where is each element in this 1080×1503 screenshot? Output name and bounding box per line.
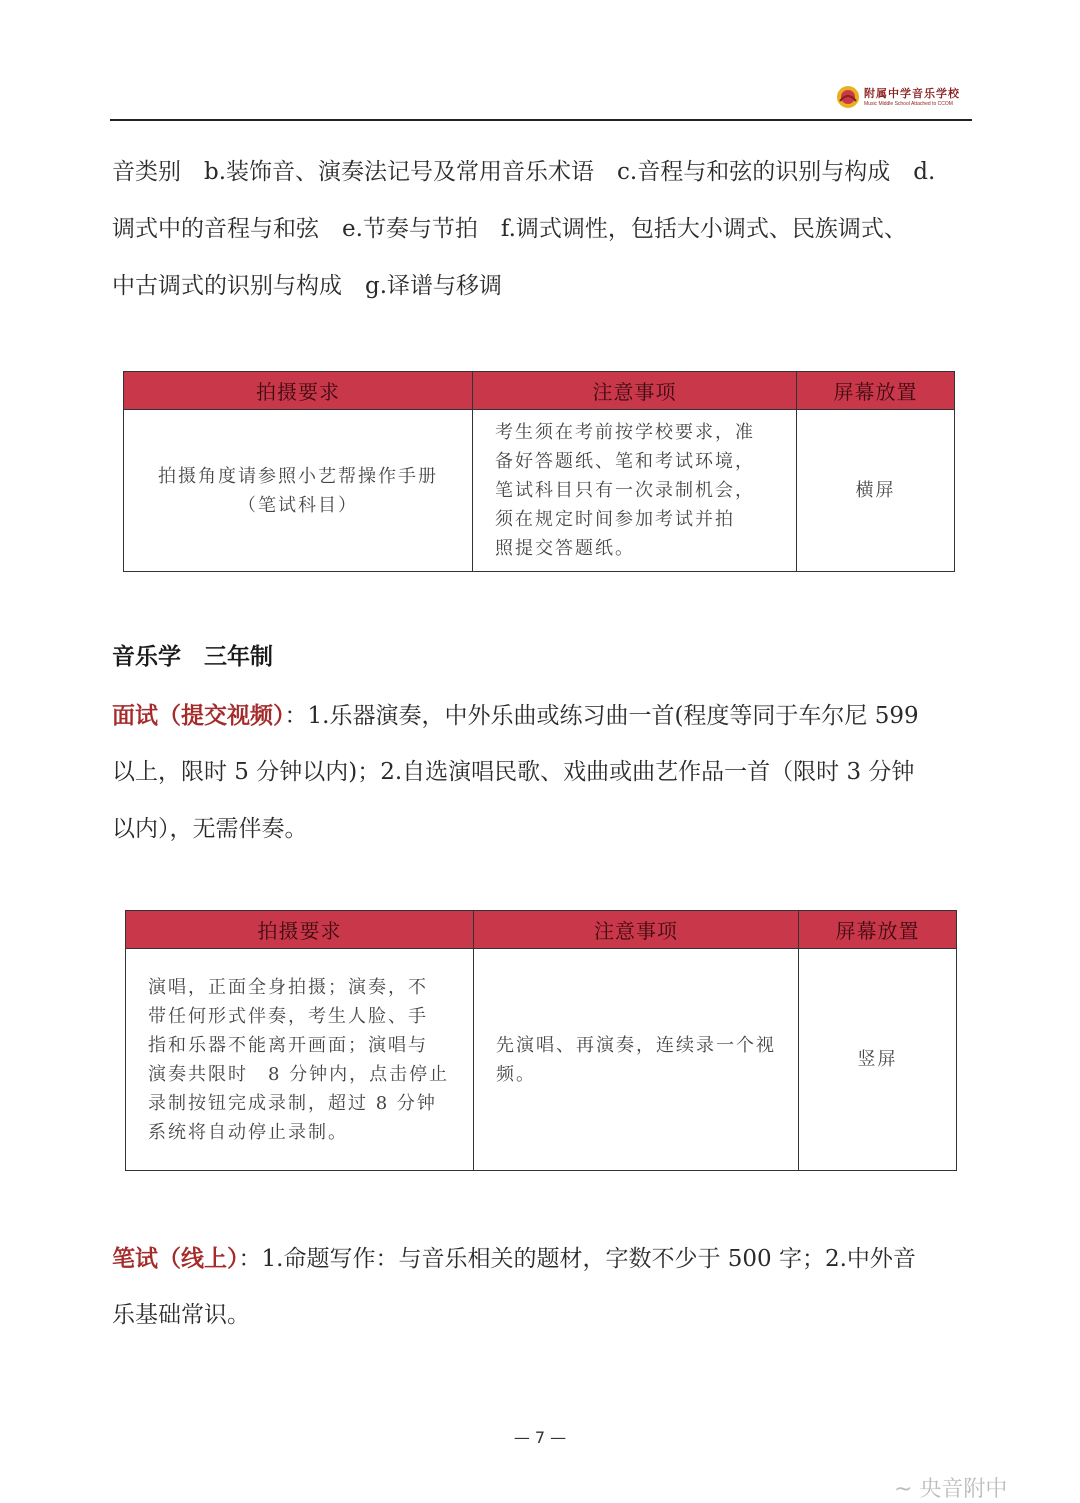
paragraph-line: 调式中的音程与和弦 e.节奏与节拍 f.调式调性，包括大小调式、民族调式、 — [112, 216, 907, 242]
cell-line: 笔试科目只有一次录制机会， — [495, 480, 755, 501]
paragraph-line: 以内），无需伴奏。 — [112, 816, 308, 842]
interview-label: 面试（提交视频） — [112, 702, 285, 729]
logo-chinese-text: 附属中学音乐学校 — [864, 86, 960, 100]
cell-line: 须在规定时间参加考试并拍 — [495, 509, 735, 530]
header-screen-orientation: 屏幕放置 — [797, 372, 955, 410]
header-divider — [110, 119, 972, 121]
cell-filming-requirements — [124, 410, 473, 572]
intro-paragraph — [112, 144, 972, 315]
paragraph-line: 乐基础常识。 — [112, 1302, 250, 1328]
cell-line: 演唱，正面全身拍摄；演奏，不 — [148, 976, 428, 998]
cell-line: 考生须在考前按学校要求，准 — [495, 422, 755, 443]
cell-line: 备好答题纸、笔和考试环境， — [495, 451, 755, 472]
paragraph-line: 音类别 b.装饰音、演奏法记号及常用音乐术语 c.音程与和弦的识别与构成 d. — [112, 159, 936, 185]
watermark: ~ 央音附中 — [894, 1477, 1008, 1502]
cell-line: 照提交答题纸。 — [495, 538, 635, 559]
page-number: — 7 — — [513, 1428, 567, 1447]
cell-screen-orientation: 竖屏 — [799, 949, 957, 1171]
paragraph-line: 以上，限时 5 分钟以内)；2.自选演唱民歌、戏曲或曲艺作品一首（限时 3 分钟 — [112, 759, 915, 785]
cell-notes — [474, 949, 799, 1171]
paragraph-line: ：1.命题写作：与音乐相关的题材，字数不少于 500 字；2.中外音 — [238, 1246, 916, 1272]
filming-requirements-table-2 — [125, 910, 957, 1171]
header-filming-requirements: 拍摄要求 — [126, 911, 474, 949]
cell-line: 演奏共限时 8 分钟内，点击停止 — [148, 1063, 450, 1085]
cell-line: 拍摄角度请参照小艺帮操作手册 — [158, 465, 438, 487]
interview-paragraph — [112, 687, 972, 858]
school-emblem-icon — [836, 85, 860, 109]
cell-line: 频。 — [496, 1063, 536, 1085]
header-screen-orientation: 屏幕放置 — [799, 911, 957, 949]
cell-notes — [473, 410, 797, 572]
cell-filming-requirements — [126, 949, 474, 1171]
paragraph-line: ：1.乐器演奏，中外乐曲或练习曲一首(程度等同于车尔尼 599 — [284, 703, 919, 729]
school-logo — [836, 82, 960, 112]
paragraph-line: 中古调式的识别与构成 g.译谱与移调 — [112, 273, 503, 299]
header-notes: 注意事项 — [474, 911, 799, 949]
cell-line: 先演唱、再演奏，连续录一个视 — [496, 1034, 776, 1056]
logo-english-text: Music Middle School Attached to CCOM — [864, 100, 953, 107]
cell-line: （笔试科目） — [238, 494, 358, 516]
header-filming-requirements: 拍摄要求 — [124, 372, 473, 410]
filming-requirements-table-1 — [123, 371, 955, 572]
written-exam-label: 笔试（线上） — [112, 1245, 239, 1272]
cell-line: 录制按钮完成录制，超过 8 分钟 — [148, 1092, 437, 1114]
cell-screen-orientation: 横屏 — [797, 410, 955, 572]
cell-line: 指和乐器不能离开画面；演唱与 — [148, 1034, 428, 1056]
header-notes: 注意事项 — [473, 372, 797, 410]
section-title: 音乐学 三年制 — [112, 643, 273, 670]
cell-line: 带任何形式伴奏，考生人脸、手 — [148, 1005, 428, 1027]
written-exam-paragraph — [112, 1230, 972, 1344]
cell-line: 系统将自动停止录制。 — [148, 1121, 348, 1143]
